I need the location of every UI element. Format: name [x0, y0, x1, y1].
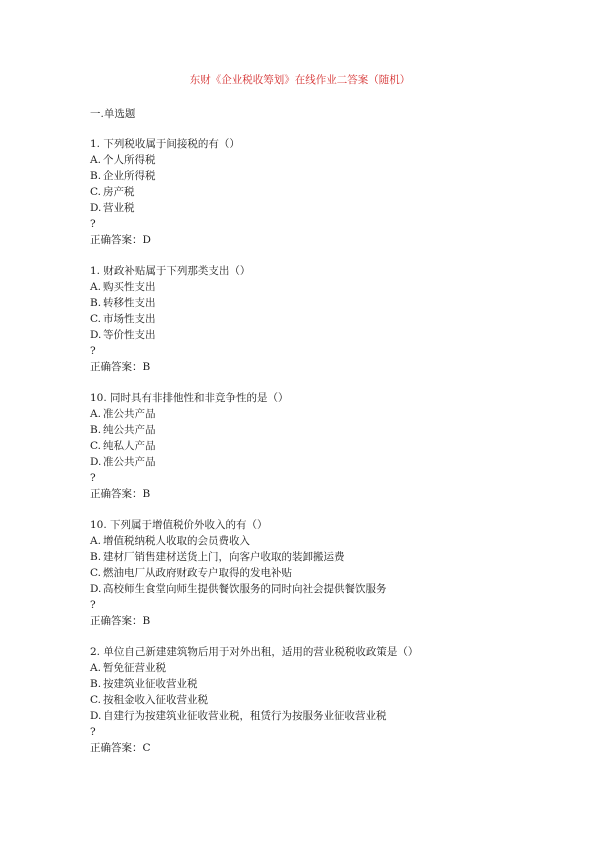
question-stem: 10. 同时具有非排他性和非竞争性的是（） [90, 392, 289, 404]
question-mark: ? [90, 472, 96, 484]
option-a: A. 增值税纳税人收取的会员费收入 [90, 535, 250, 547]
option-c: C. 市场性支出 [90, 313, 156, 325]
question-block [90, 644, 560, 756]
question-mark: ? [90, 599, 96, 611]
option-b: B. 转移性支出 [90, 297, 156, 309]
section-heading: 一.单选题 [90, 108, 136, 120]
question-mark: ? [90, 726, 96, 738]
correct-answer: 正确答案：B [90, 615, 151, 627]
question-mark: ? [90, 345, 96, 357]
question-mark: ? [90, 218, 96, 230]
option-c: C. 燃油电厂从政府财政专户取得的发电补贴 [90, 567, 292, 579]
option-d: D. 等价性支出 [90, 329, 156, 341]
question-block [90, 263, 560, 375]
question-stem: 2. 单位自己新建建筑物后用于对外出租，适用的营业税税收政策是（） [90, 646, 419, 658]
question-stem: 1. 财政补贴属于下列那类支出（） [90, 265, 251, 277]
question-stem: 1. 下列税收属于间接税的有（） [90, 138, 240, 150]
correct-answer: 正确答案：C [90, 742, 151, 754]
option-a: A. 暂免征营业税 [90, 662, 166, 674]
question-block [90, 136, 560, 248]
question-block [90, 517, 560, 629]
option-d: D. 营业税 [90, 202, 135, 214]
option-a: A. 个人所得税 [90, 154, 156, 166]
option-b: B. 企业所得税 [90, 170, 156, 182]
option-d: D. 准公共产品 [90, 456, 156, 468]
document-title: 东财《企业税收筹划》在线作业二答案（随机） [189, 74, 411, 86]
option-d: D. 高校师生食堂向师生提供餐饮服务的同时向社会提供餐饮服务 [90, 583, 387, 595]
question-list [90, 136, 560, 771]
option-d: D. 自建行为按建筑业征收营业税，租赁行为按服务业征收营业税 [90, 710, 387, 722]
correct-answer: 正确答案：B [90, 361, 151, 373]
option-a: A. 购买性支出 [90, 281, 156, 293]
correct-answer: 正确答案：B [90, 488, 151, 500]
option-b: B. 按建筑业征收营业税 [90, 678, 198, 690]
correct-answer: 正确答案：D [90, 234, 151, 246]
question-stem: 10. 下列属于增值税价外收入的有（） [90, 519, 268, 531]
question-block [90, 390, 560, 502]
option-a: A. 准公共产品 [90, 408, 156, 420]
option-c: C. 房产税 [90, 186, 135, 198]
option-b: B. 建材厂销售建材送货上门，向客户收取的装卸搬运费 [90, 551, 345, 563]
option-c: C. 按租金收入征收营业税 [90, 694, 208, 706]
option-b: B. 纯公共产品 [90, 424, 156, 436]
option-c: C. 纯私人产品 [90, 440, 156, 452]
